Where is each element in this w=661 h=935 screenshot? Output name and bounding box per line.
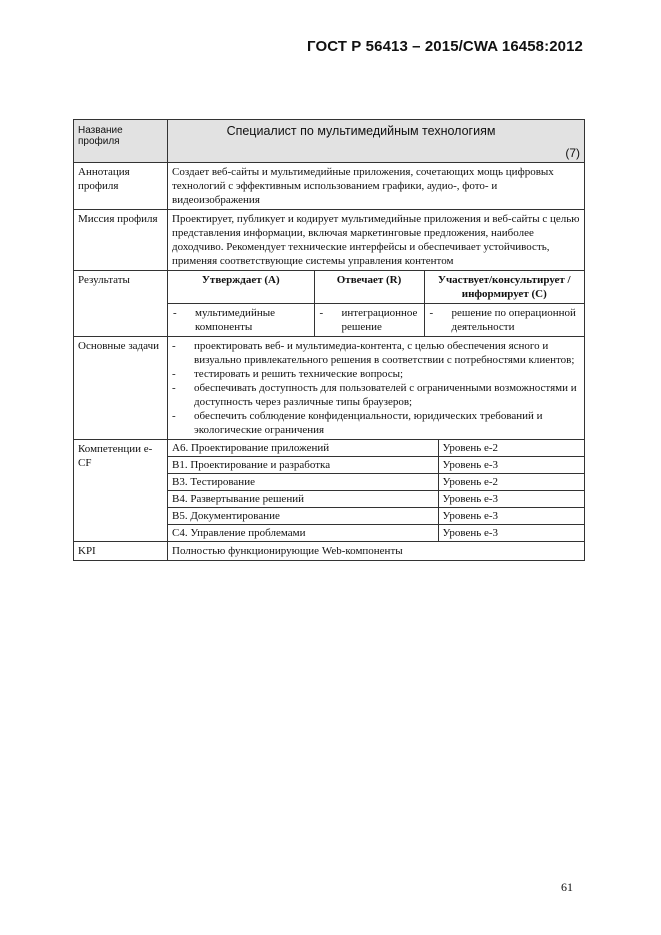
- task-text: обеспечить соблюдение конфиденциальности, юридических требований и экологические ограничения: [194, 410, 543, 436]
- results-val-c: решение по операционной деятельности: [451, 307, 576, 333]
- competencies-table: [168, 440, 584, 541]
- competency-level: Уровень е-3: [438, 457, 584, 474]
- results-col-c: Участвует/консультирует /информирует (C): [424, 271, 584, 304]
- competency-name: A6. Проектирование приложений: [168, 440, 438, 457]
- profile-title: Специалист по мультимедийным технологиям: [226, 124, 496, 138]
- tasks-row: [74, 337, 585, 440]
- page-number: 61: [561, 880, 573, 894]
- kpi-row: [74, 542, 585, 561]
- profile-name-label: Название профиля: [78, 125, 123, 147]
- results-val-a: мультимедийные компоненты: [195, 307, 275, 333]
- competency-name: B1. Проектирование и разработка: [168, 457, 438, 474]
- tasks-label: Основные задачи: [74, 337, 168, 440]
- results-val-c-cell: [424, 304, 584, 337]
- competency-level: Уровень е-3: [438, 491, 584, 508]
- profile-header-row: [74, 120, 585, 163]
- annotation-label: Аннотация профиля: [74, 163, 168, 210]
- results-table: [168, 271, 584, 336]
- results-header-row: [168, 271, 584, 304]
- competency-name: B3. Тестирование: [168, 474, 438, 491]
- annotation-row: [74, 163, 585, 210]
- dash-marker: -: [172, 340, 176, 352]
- profile-code: (7): [565, 146, 580, 160]
- competencies-cell: [168, 440, 585, 542]
- competency-level: Уровень е-3: [438, 508, 584, 525]
- competencies-label: Компетенции e-CF: [74, 440, 168, 542]
- results-val-r-cell: [314, 304, 424, 337]
- results-val-a-cell: [168, 304, 314, 337]
- competency-row: [168, 457, 584, 474]
- competency-level: Уровень е-3: [438, 525, 584, 542]
- task-item: [172, 381, 580, 409]
- dash-marker: -: [172, 382, 176, 394]
- annotation-text: Создает веб-сайты и мультимедийные приложения, сочетающих мощь цифровых технологий с эффективным использованием графики, аудио-, фото- и видеоизображения: [168, 163, 585, 210]
- tasks-cell: [168, 337, 585, 440]
- mission-row: [74, 210, 585, 271]
- task-text: обеспечивать доступность для пользователей с ограниченными возможностями и доступность через различные типы браузеров;: [194, 382, 577, 408]
- kpi-label: KPI: [74, 542, 168, 561]
- kpi-text: Полностью функционирующие Web-компоненты: [168, 542, 585, 561]
- competency-level: Уровень е-2: [438, 474, 584, 491]
- document-header: ГОСТ Р 56413 – 2015/CWA 16458:2012: [307, 38, 583, 55]
- competency-name: C4. Управление проблемами: [172, 527, 306, 539]
- task-text: тестировать и решить технические вопросы;: [194, 368, 404, 380]
- results-label: Результаты: [74, 271, 168, 337]
- results-col-a: Утверждает (A): [168, 271, 314, 304]
- mission-text: Проектирует, публикует и кодирует мультимедийные приложения и веб-сайты с целью представления информации, включая маркетинговые предложения, наиболее доходчиво. Рекомендует технические интерфейсы и обеспечивает устойчивость, применяя соответствующие системы управления контентом: [168, 210, 585, 271]
- competency-row: [168, 508, 584, 525]
- dash-marker: -: [172, 410, 176, 422]
- task-item: [172, 409, 580, 437]
- results-col-r: Отвечает (R): [314, 271, 424, 304]
- competencies-row: [74, 440, 585, 542]
- results-cell: [168, 271, 585, 337]
- competency-row: [168, 525, 584, 542]
- competency-name: B5. Документирование: [168, 508, 438, 525]
- results-values-row: [168, 304, 584, 337]
- profile-name-label-cell: [74, 120, 168, 163]
- competency-row: [168, 491, 584, 508]
- dash-marker: -: [319, 307, 324, 319]
- task-item: [172, 367, 580, 381]
- dash-marker: -: [429, 307, 434, 319]
- competency-row: [168, 440, 584, 457]
- results-row: [74, 271, 585, 337]
- dash-marker: -: [172, 368, 176, 380]
- competency-level: Уровень е-2: [438, 440, 584, 457]
- task-text: проектировать веб- и мультимедиа-контента, с целью обеспечения ясного и визуально привлекательного решения в соответствии с потребностями клиентов;: [194, 340, 575, 366]
- competency-row: [168, 474, 584, 491]
- results-val-r: интеграционное решение: [341, 307, 418, 333]
- competency-name: B4. Развертывание решений: [168, 491, 438, 508]
- profile-title-cell: [168, 120, 585, 163]
- profile-table: [73, 119, 585, 561]
- task-item: [172, 339, 580, 367]
- dash-marker: -: [173, 307, 177, 319]
- mission-label: Миссия профиля: [74, 210, 168, 271]
